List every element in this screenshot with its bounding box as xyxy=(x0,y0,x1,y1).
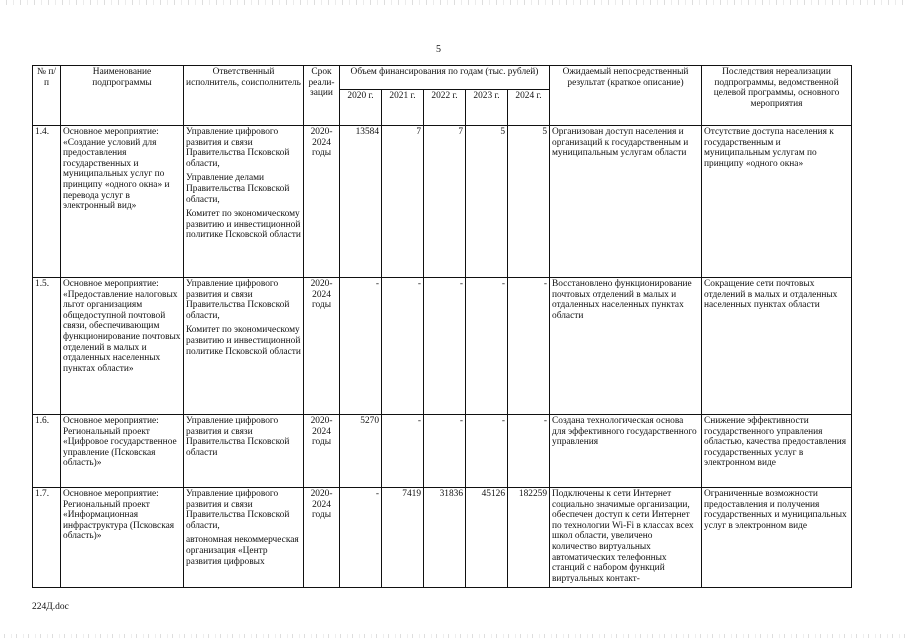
row-num: 1.7. xyxy=(33,488,61,588)
row-value-2024: - xyxy=(508,278,550,415)
responsible-item: Управление делами Правительства Псковской области, xyxy=(186,173,290,205)
header-result: Ожидаемый непосредственный результат (краткое описание) xyxy=(550,66,702,126)
row-name: Основное мероприятие: «Предоставление налоговых льгот организациям общедоступной почтовой связи, обеспечивающим функционирование почтовых отделений в малых и отдаленных населенных пунктах области» xyxy=(61,278,184,415)
row-value-2021: - xyxy=(382,415,424,488)
row-consequences: Ограниченные возможности предоставления и получения государственных и муниципальных услуг в электронном виде xyxy=(702,488,852,588)
row-value-2022: - xyxy=(424,278,466,415)
row-value-2020: - xyxy=(340,278,382,415)
header-num: № п/п xyxy=(33,66,61,126)
row-result-text: Подключены к сети Интернет социально значимые организации, обеспечен доступ к сети Интернет по технологии Wi-Fi в классах всех школ области, увеличено количество виртуальных автоматических телефонных станций с набором функций виртуальных контакт- xyxy=(552,489,694,584)
row-value-2021: 7419 xyxy=(382,488,424,588)
row-term: 2020-2024 годы xyxy=(304,126,340,278)
responsible-item: Управление цифрового развития и связи Правительства Псковской области, xyxy=(186,279,290,321)
row-responsible xyxy=(184,488,304,588)
row-responsible xyxy=(184,278,304,415)
row-value-2024: 5 xyxy=(508,126,550,278)
row-result xyxy=(550,488,702,588)
header-term: Срок реали-зации xyxy=(304,66,340,126)
row-value-2021: 7 xyxy=(382,126,424,278)
row-value-2023: - xyxy=(466,415,508,488)
row-value-2020: 13584 xyxy=(340,126,382,278)
header-year: 2022 г. xyxy=(424,90,466,126)
responsible-item: Управление цифрового развития и связи Правительства Псковской области, xyxy=(186,127,290,169)
program-table xyxy=(32,65,852,588)
row-result: Создана технологическая основа для эффективного государственного управления xyxy=(550,415,702,488)
header-consequences: Последствия нереализации подпрограммы, ведомственной целевой программы, основного мероприятия xyxy=(702,66,852,126)
row-term: 2020-2024 годы xyxy=(304,415,340,488)
row-term: 2020-2024 годы xyxy=(304,488,340,588)
scan-artifact-top xyxy=(0,0,905,5)
row-value-2023: 5 xyxy=(466,126,508,278)
row-value-2023: - xyxy=(466,278,508,415)
row-value-2022: - xyxy=(424,415,466,488)
scan-artifact-bottom xyxy=(0,634,905,638)
row-responsible xyxy=(184,415,304,488)
row-value-2021: - xyxy=(382,278,424,415)
row-name: Основное мероприятие: «Создание условий для предоставления государственных и муниципальных услуг по принципу «одного окна» и перевода услуг в электронный вид» xyxy=(61,126,184,278)
row-value-2023: 45126 xyxy=(466,488,508,588)
responsible-item: Управление цифрового развития и связи Правительства Псковской области xyxy=(186,416,290,458)
header-responsible: Ответственный исполнитель, соисполнитель xyxy=(184,66,304,126)
row-value-2024: - xyxy=(508,415,550,488)
header-name: Наименование подпрограммы xyxy=(61,66,184,126)
row-result: Восстановлено функционирование почтовых отделений в малых и отдаленных населенных пунктах области xyxy=(550,278,702,415)
responsible-item: автономная некоммерческая организация «Центр развития цифровых xyxy=(186,535,299,567)
header-funding: Объем финансирования по годам (тыс. рублей) xyxy=(340,66,550,90)
header-row-top xyxy=(33,66,852,90)
page-number: 5 xyxy=(436,44,441,55)
row-name: Основное мероприятие: Региональный проект «Информационная инфраструктура (Псковская область)» xyxy=(61,488,184,588)
header-year: 2020 г. xyxy=(340,90,382,126)
table-row xyxy=(33,126,852,278)
table-row xyxy=(33,278,852,415)
row-value-2022: 31836 xyxy=(424,488,466,588)
row-value-2020: - xyxy=(340,488,382,588)
row-result: Организован доступ населения и организаций к государственным и муниципальным услугам области xyxy=(550,126,702,278)
row-name: Основное мероприятие: Региональный проект «Цифровое государственное управление (Псковская область)» xyxy=(61,415,184,488)
row-value-2020: 5270 xyxy=(340,415,382,488)
row-responsible xyxy=(184,126,304,278)
row-num: 1.5. xyxy=(33,278,61,415)
header-year: 2023 г. xyxy=(466,90,508,126)
row-consequences: Сокращение сети почтовых отделений в малых и отдаленных населенных пунктах области xyxy=(702,278,852,415)
responsible-item: Комитет по экономическому развитию и инвестиционной политике Псковской области xyxy=(186,325,301,357)
row-term: 2020-2024 годы xyxy=(304,278,340,415)
header-year: 2021 г. xyxy=(382,90,424,126)
row-num: 1.6. xyxy=(33,415,61,488)
row-num: 1.4. xyxy=(33,126,61,278)
table-row xyxy=(33,488,852,588)
row-value-2024: 182259 xyxy=(508,488,550,588)
header-year: 2024 г. xyxy=(508,90,550,126)
row-consequences: Отсутствие доступа населения к государственным и муниципальным услугам по принципу «одного окна» xyxy=(702,126,852,278)
table-row xyxy=(33,415,852,488)
row-value-2022: 7 xyxy=(424,126,466,278)
file-name-footer: 224Д.doc xyxy=(32,602,69,612)
responsible-item: Управление цифрового развития и связи Правительства Псковской области, xyxy=(186,489,290,531)
responsible-item: Комитет по экономическому развитию и инвестиционной политике Псковской области xyxy=(186,209,301,241)
row-consequences: Снижение эффективности государственного управления областью, качества предоставления государственных услуг в электронном виде xyxy=(702,415,852,488)
